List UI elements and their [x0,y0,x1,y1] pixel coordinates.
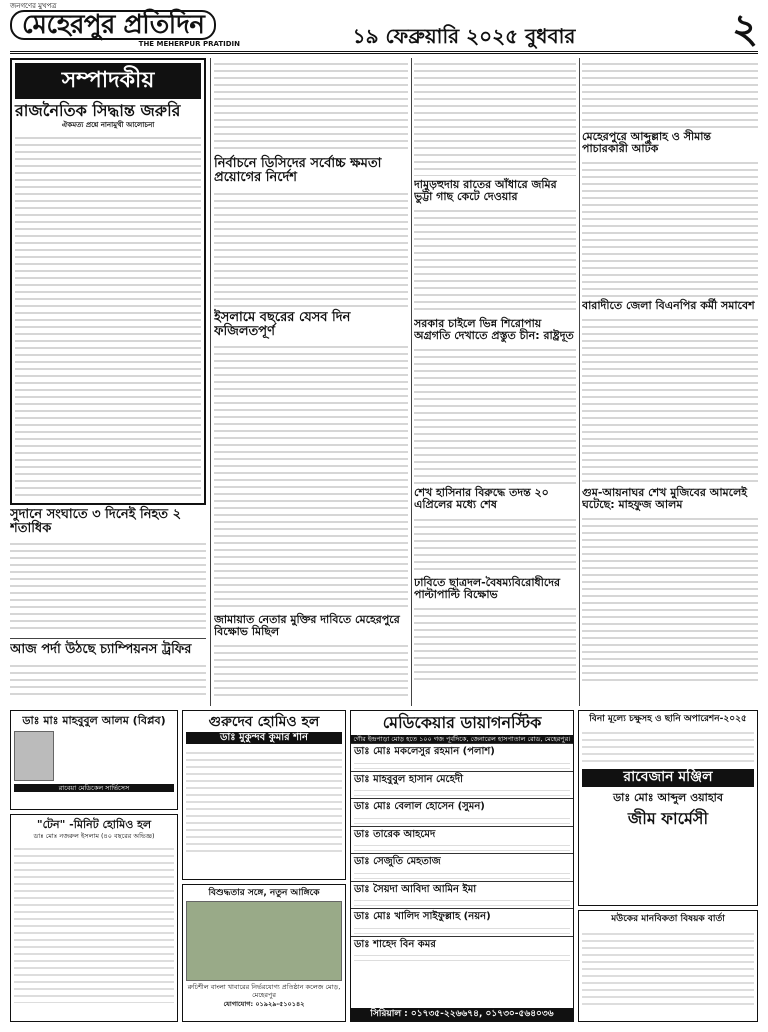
page-number: ২ [731,5,758,52]
doctor-credentials [354,786,570,796]
doctor-name: ডাঃ মাহবুবুল হাসান মেহেদী [354,773,463,785]
doctor-credentials [354,924,570,934]
masthead-name-en: THE MEHERPUR PRATIDIN [138,40,240,49]
ad-title: মেডিকেয়ার ডায়াগনস্টিক [382,713,542,732]
article-body [214,58,408,154]
headline-hasina: শেখ হাসিনার বিরুদ্ধে তদন্ত ২০ এপ্রিলের মধ্যে শেষ [414,486,549,512]
doctor-entry [351,881,573,909]
doctor-credentials [354,869,570,879]
ad-venue: রাবেজান মঞ্জিল [582,769,754,787]
doctor-name: ডাঃ সৈয়দা আবিদা আমিন ইমা [354,883,477,895]
headline-jamaat-protest: জামায়াত নেতার মুক্তির দাবিতে মেহেরপুরে বিক্ষোভ মিছিল [214,613,400,639]
ad-clinic-name: রাবেয়া মেডিকেল সার্ভিসেস [14,784,174,792]
issue-date: ১৯ ফেব্রুয়ারি ২০২৫ বুধবার [352,24,576,48]
ad-homeo-hall [10,814,178,1022]
doctor-entry [351,853,573,881]
ad-phone: যোগাযোগ: ০১৯২৯-৫১০১৪২ [223,999,305,1008]
doctor-entry [351,798,573,826]
article-body [10,538,206,634]
column-1 [10,58,206,706]
article-body [582,58,758,128]
masthead-name: মেহেরপুর প্রতিদিন [10,10,216,40]
advertisement-section [10,710,758,1026]
ad-rabeya-medical [10,710,178,810]
article-body [214,188,408,308]
doctor-entry [351,936,573,964]
headline-dhaka-university: ঢাবিতে ছাত্রদল-বৈষম্যবিরোধীদের পাল্টাপাল্টি বিক্ষোভ [414,575,561,601]
article-body [214,640,408,700]
ad-eye-camp [578,710,758,906]
ad-body [582,727,754,767]
doctor-entry [351,771,573,799]
doctor-name: ডাঃ মোঃ খালিদ সাইফুল্লাহ (নয়ন) [354,911,491,923]
article-body [582,314,758,484]
article-body [10,660,206,700]
doctor-entry [351,743,573,771]
headline-champions-trophy: আজ পর্দা উঠছে চ্যাম্পিয়নস ট্রফির [10,642,192,658]
doctor-list [351,743,573,963]
article-body [414,514,576,574]
ad-body [14,843,174,1003]
article-body [414,603,576,683]
ad-slogan: বিশুদ্ধতার সঙ্গে, নতুন আঙ্গিকে [208,888,320,898]
ad-title: মউকের মানবিকতা বিষয়ক বার্তা [611,914,725,924]
editorial-headline: রাজনৈতিক সিদ্ধান্ত জরুরি [15,100,181,120]
ad-medicare-diagnostic [350,710,574,1022]
doctor-name: ডাঃ তারেক আহমেদ [354,828,436,840]
ad-body [582,928,754,1008]
headline-bnp-rally: বারাদীতে জেলা বিএনপির কর্মী সমাবেশ [582,299,755,313]
column-4 [582,58,758,706]
column-divider [411,58,412,706]
masthead-tagline: জনগণের মুখপত্র [10,1,57,10]
column-divider [210,58,211,706]
article-body [414,205,576,315]
ad-title: বিনা মূল্যে চক্ষুসহ ও ছানি অপারেশন-২০২৫ [589,714,747,724]
article-body [414,58,576,176]
headline-mahfuz-alam: গুম-আয়নাঘর শেখ মুজিবের আমলেই ঘটেছে: মাহফুজ আলম [582,486,747,512]
article-body [214,341,408,611]
editorial-body [15,132,201,500]
ad-description: রুচিশীল বাংলা খাবারের নির্ভরযোগ্য প্রতিষ্ঠান কলেজ মোড়, মেহেরপুর [187,983,341,1000]
ad-notice [578,910,758,1022]
ad-phone: সিরিয়াল : ০১৭৩৫-২২৬৬৭৪, ০১৭৩০-৫৬৪০৩৬ [351,1008,573,1021]
doctor-photo [14,731,54,781]
doctor-name: ডাঃ মোঃ মকলেসুর রহমান (পলাশ) [354,746,495,758]
editorial-box [10,58,206,505]
ad-restaurant [182,884,346,1022]
doctor-credentials [354,896,570,906]
headline-sudan: সুদানে সংঘাতে ৩ দিনেই নিহত ২ শতাধিক [10,506,182,537]
doctor-name: ডাঃ শাহেদ বিন কমর [354,938,436,950]
ad-body [186,747,342,857]
ad-doctor: ডাঃ মোঃ আব্দুল ওয়াহাব [613,790,723,804]
headline-meherpur-arrest: মেহেরপুরে আব্দুল্লাহ ও সীমান্ত পাচারকারী আটক [582,130,711,156]
article-body [414,344,576,484]
divider [10,638,206,639]
masthead [10,1,758,54]
ad-address: গৌর ইন্দ্রপাড়া মোড় হতে ১০০ গজ পূর্বদিকে, জেনারেল হাসপাতাল রোড, মেহেরপুর। [351,735,573,743]
ad-title: "টেন" -মিনিট হোমিও হল [36,818,152,831]
headline-damurhuda: দামুড়হুদায় রাতের আঁধারে জমির ভুট্টা গাছ কেটে দেওয়ার [414,178,557,204]
news-columns [10,58,758,706]
doctor-entry [351,908,573,936]
column-3 [414,58,576,706]
headline-election-dc: নির্বাচনে ডিসিদের সর্বোচ্চ ক্ষমতা প্রয়োগের নির্দেশ [214,156,382,186]
doctor-credentials [354,841,570,851]
doctor-credentials [354,814,570,824]
doctor-entry [351,826,573,854]
column-2 [214,58,408,706]
masthead-logo [10,2,240,50]
ad-doctor-name: ডাঃ মাঃ মাহবুবুল আলম (বিপ্লব) [22,714,166,727]
ad-pharmacy: জীম ফার্মেসী [627,808,709,828]
ad-doctor: ডাঃ মুকুন্দব কুমার শান [186,732,342,745]
article-body [582,157,758,297]
editorial-banner: সম্পাদকীয় [15,63,201,99]
doctor-name: ডাঃ মোঃ বেলাল হোসেন (সুমন) [354,801,485,813]
article-body [582,513,758,683]
restaurant-photo [186,901,342,981]
ad-gurudev-homeo [182,710,346,880]
ad-title: গুরুদেব হোমিও হল [208,714,320,730]
column-divider [579,58,580,706]
headline-china: সরকার চাইলে ভিন্ন শিরোপায় অগ্রগতি দেখাতে প্রস্তুত চীন: রাষ্ট্রদূত [414,317,574,343]
doctor-credentials [354,759,570,769]
editorial-byline: ঐকমত্য প্রশ্নে নানামুখী আলোচনা [61,120,155,130]
headline-islam-days: ইসলামে বছরের যেসব দিন ফজিলতপূর্ণ [214,309,351,339]
doctor-credentials [354,951,570,961]
doctor-name: ডাঃ সেজুতি মেহতাজ [354,856,441,868]
ad-doctor: ডাঃ মোঃ নজরুল ইসলাম (৪০ বছরের অভিজ্ঞ) [33,831,155,840]
